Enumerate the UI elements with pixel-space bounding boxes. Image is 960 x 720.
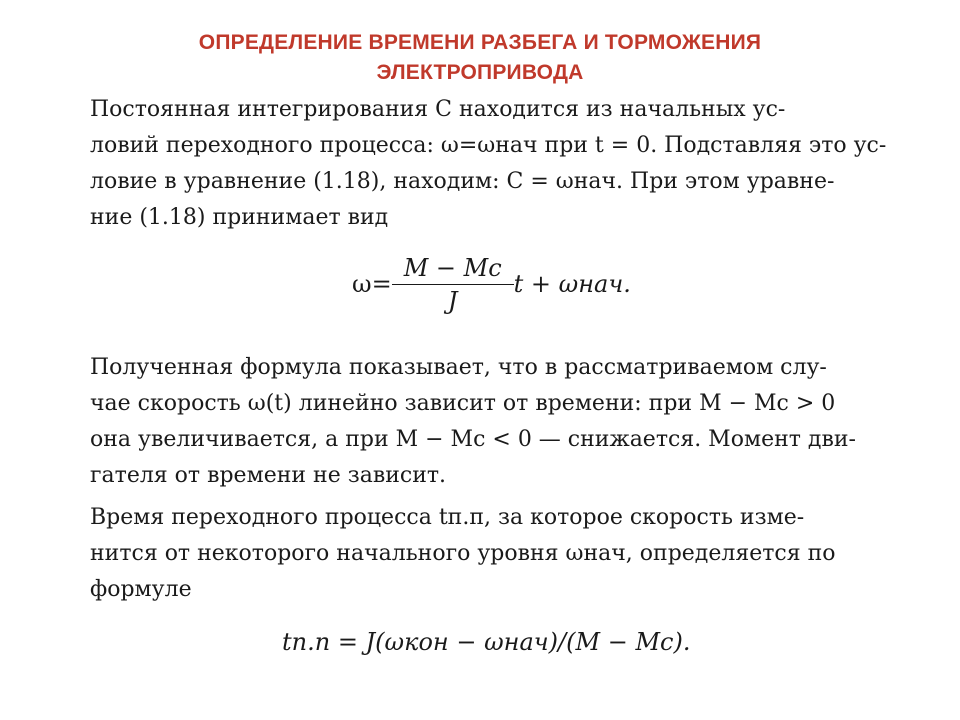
formula-omega-denominator: J bbox=[392, 284, 514, 315]
title-line-1: ОПРЕДЕЛЕНИЕ ВРЕМЕНИ РАЗБЕГА И ТОРМОЖЕНИЯ bbox=[198, 31, 762, 54]
slide-title bbox=[0, 28, 960, 88]
paragraph-2 bbox=[90, 350, 900, 494]
paragraph-3-line-2: нится от некоторого начального уровня ωнач, определяется по bbox=[90, 541, 836, 566]
paragraph-1-line-2: ловий переходного процесса: ω=ωнач при t = 0. Подставляя это ус- bbox=[90, 133, 887, 158]
paragraph-3-line-1: Время переходного процесса tп.п, за которое скорость изме- bbox=[90, 505, 805, 530]
paragraph-1 bbox=[90, 92, 900, 236]
formula-omega-rhs: t + ωнач. bbox=[513, 270, 631, 298]
paragraph-2-line-4: гателя от времени не зависит. bbox=[90, 463, 447, 488]
formula-omega-numerator: M − Mс bbox=[403, 253, 502, 282]
paragraph-3 bbox=[90, 500, 900, 608]
formula-transition-time bbox=[0, 628, 960, 668]
paragraph-3-line-3: формуле bbox=[90, 577, 192, 602]
paragraph-1-line-4: ние (1.18) принимает вид bbox=[90, 205, 389, 230]
formula-transition-time-expression: tп.п = J(ωкон − ωнач)/(M − Mс). bbox=[282, 628, 691, 656]
paragraph-2-line-2: чае скорость ω(t) линейно зависит от времени: при M − Mс > 0 bbox=[90, 391, 836, 416]
paragraph-1-line-3: ловие в уравнение (1.18), находим: C = ωнач. При этом уравне- bbox=[90, 169, 835, 194]
formula-omega bbox=[0, 248, 960, 318]
formula-omega-lhs: ω= bbox=[352, 270, 392, 298]
paragraph-2-line-1: Полученная формула показывает, что в рассматриваемом слу- bbox=[90, 355, 827, 380]
title-line-2: ЭЛЕКТРОПРИВОДА bbox=[376, 61, 584, 84]
formula-omega-fraction bbox=[398, 254, 508, 315]
paragraph-1-line-1: Постоянная интегрирования C находится из начальных ус- bbox=[90, 97, 786, 122]
paragraph-2-line-3: она увеличивается, а при M − Mс < 0 — снижается. Момент дви- bbox=[90, 427, 856, 452]
